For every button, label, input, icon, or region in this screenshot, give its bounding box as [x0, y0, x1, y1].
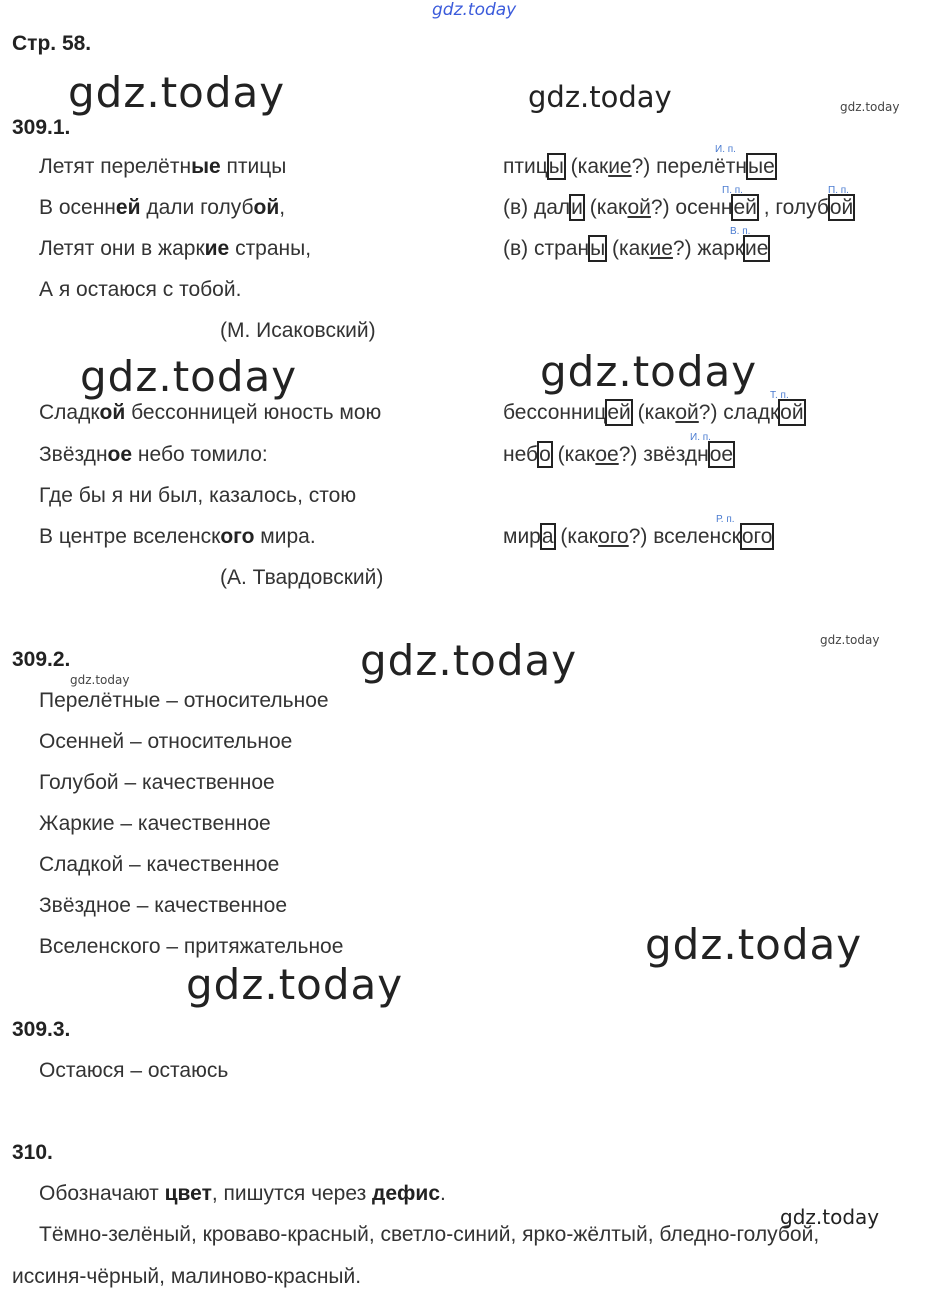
watermark: gdz.today — [80, 352, 298, 401]
answer-text: Остаюся – остаюсь — [39, 1059, 229, 1082]
analysis-line: птицы (какие?) перелётные — [503, 155, 775, 178]
watermark: gdz.today — [540, 347, 758, 396]
page-number: Стр. 58. — [12, 32, 92, 55]
poem-author: (А. Твардовский) — [220, 566, 384, 589]
list-item: Сладкой – качественное — [39, 853, 280, 876]
watermark: gdz.today — [645, 920, 863, 969]
watermark: gdz.today — [186, 960, 404, 1009]
poem-line: Сладкой бессонницей юность мою — [39, 401, 382, 424]
list-item: Жаркие – качественное — [39, 812, 271, 835]
answer-text: Тёмно-зелёный, кроваво-красный, светло-синий, ярко-жёлтый, бледно-голубой, — [39, 1223, 820, 1246]
case-label: П. п. — [828, 185, 849, 196]
case-label: Р. п. — [716, 514, 735, 525]
list-item: Голубой – качественное — [39, 771, 275, 794]
analysis-line: небо (какое?) звёздное — [503, 443, 734, 466]
case-label: В. п. — [730, 226, 751, 237]
watermark: gdz.today — [840, 100, 900, 114]
list-item: Перелётные – относительное — [39, 689, 329, 712]
watermark-top: gdz.today — [432, 0, 517, 20]
analysis-line: (в) страны (какие?) жаркие — [503, 237, 769, 260]
watermark: gdz.today — [360, 636, 578, 685]
poem-line: Летят перелётные птицы — [39, 155, 287, 178]
list-item: Осенней – относительное — [39, 730, 293, 753]
exercise-heading: 309.1. — [12, 116, 71, 139]
list-item: Вселенского – притяжательное — [39, 935, 344, 958]
exercise-heading: 309.2. — [12, 648, 71, 671]
case-label: Т. п. — [770, 390, 789, 401]
poem-line: Где бы я ни был, казалось, стою — [39, 484, 357, 507]
watermark: gdz.today — [820, 633, 880, 647]
poem-line: В осенней дали голубой, — [39, 196, 286, 219]
analysis-line: бессонницей (какой?) сладкой — [503, 401, 804, 424]
watermark: gdz.today — [528, 80, 672, 114]
poem-line: А я остаюся с тобой. — [39, 278, 242, 301]
analysis-line: мира (какого?) вселенского — [503, 525, 773, 548]
poem-line: Звёздное небо томило: — [39, 443, 268, 466]
poem-line: В центре вселенского мира. — [39, 525, 316, 548]
exercise-heading: 310. — [12, 1141, 53, 1164]
analysis-line: (в) дали (какой?) осенней , голубой — [503, 196, 854, 219]
answer-text: Обозначают цвет, пишутся через дефис. — [39, 1182, 446, 1205]
answer-text: иссиня-чёрный, малиново-красный. — [12, 1265, 362, 1288]
exercise-heading: 309.3. — [12, 1018, 71, 1041]
poem-line: Летят они в жаркие страны, — [39, 237, 312, 260]
list-item: Звёздное – качественное — [39, 894, 288, 917]
watermark: gdz.today — [68, 68, 286, 117]
watermark: gdz.today — [70, 673, 130, 687]
poem-author: (М. Исаковский) — [220, 319, 376, 342]
case-label: И. п. — [715, 144, 736, 155]
case-label: И. п. — [690, 432, 711, 443]
watermark: gdz.today — [780, 1205, 880, 1229]
case-label: П. п. — [722, 185, 743, 196]
